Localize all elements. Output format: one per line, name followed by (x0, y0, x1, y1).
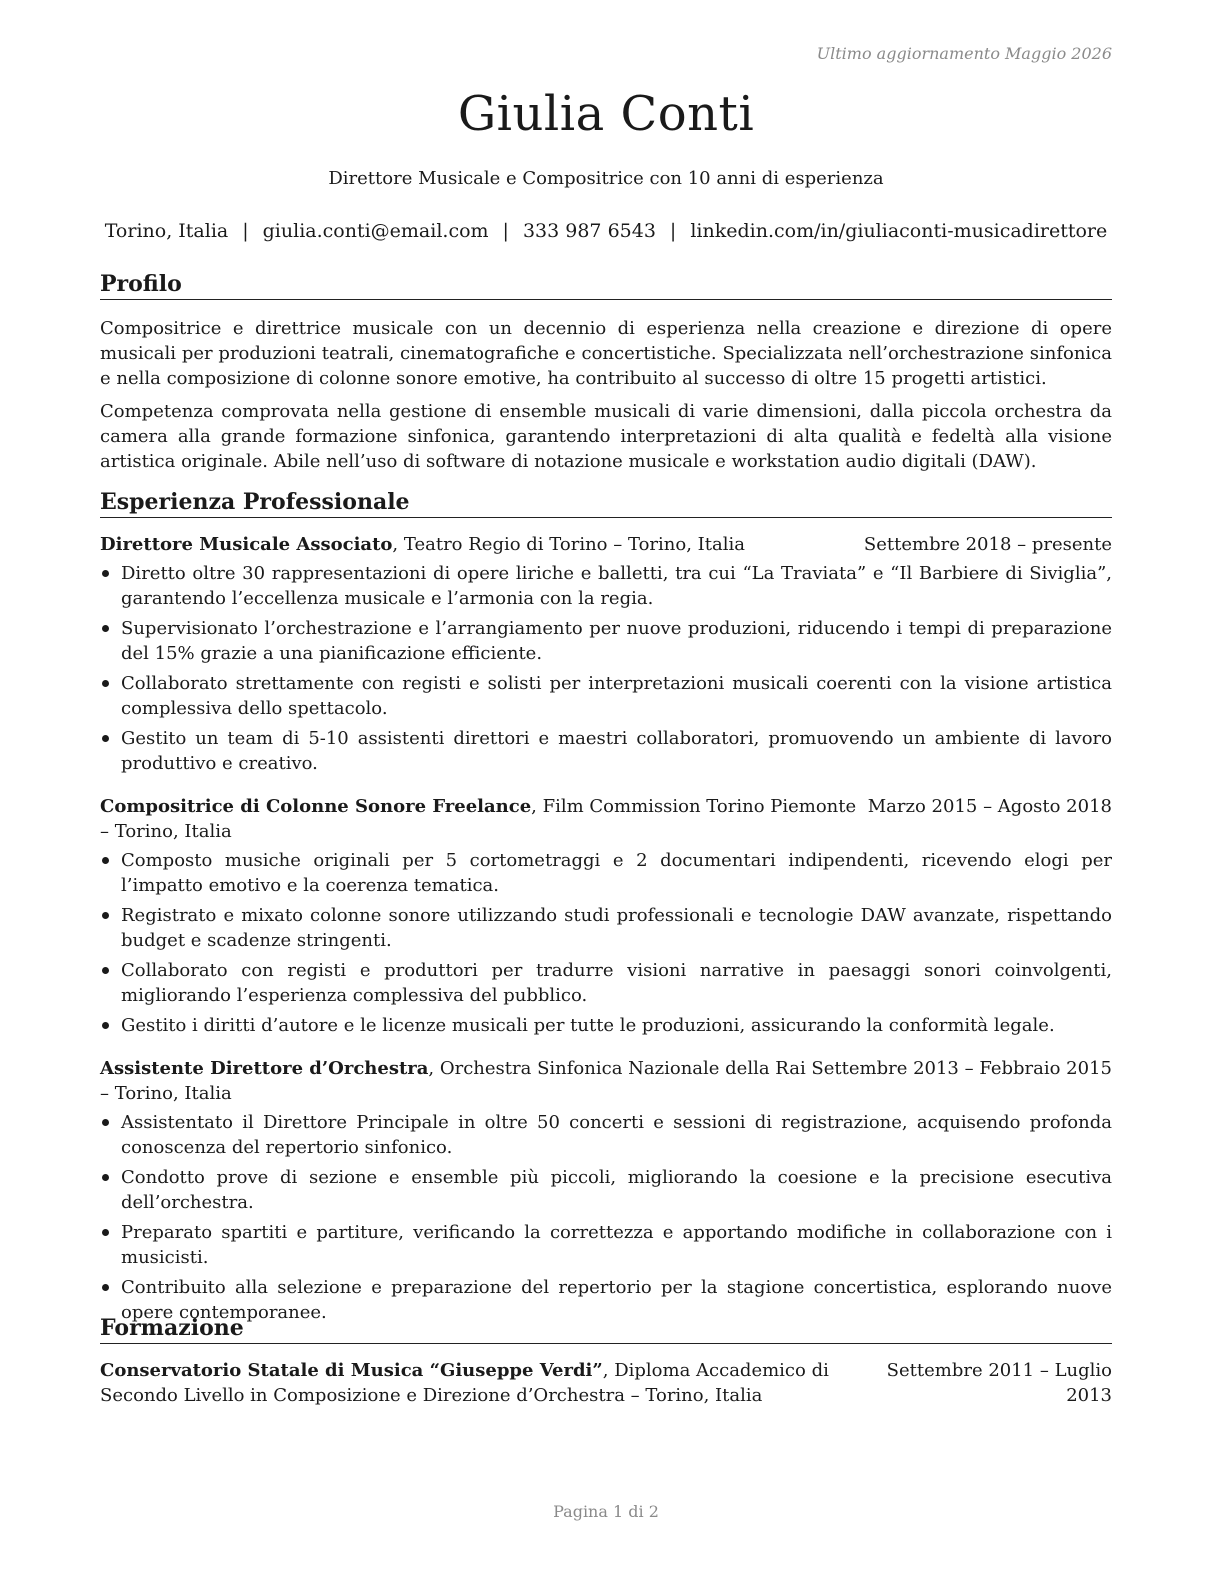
bullet-icon (102, 1284, 109, 1291)
bullet-text: Collaborato con registi e produttori per tradurre visioni narrative in paesaggi sonori coinvolgenti, migliorando l’esperienza complessiva del pubblico. (121, 960, 1112, 1006)
bullet-text: Composto musiche originali per 5 cortometraggi e 2 documentari indipendenti, ricevendo elogi per l’impatto emotivo e la coerenza tematica. (121, 850, 1112, 896)
list-item (100, 726, 1112, 776)
bullet-text: Contribuito alla selezione e preparazione del repertorio per la stagione concertistica, esplorando nuove opere contemporanee. (121, 1277, 1112, 1323)
job-dates: Settembre 2013 – Febbraio 2015 (811, 1058, 1112, 1079)
job-role: Direttore Musicale Associato (100, 534, 393, 555)
job-role: Compositrice di Colonne Sonore Freelance (100, 796, 532, 817)
list-item (100, 958, 1112, 1008)
section-title-experience: Esperienza Professionale (100, 488, 1112, 518)
job-org: , Film Commission Torino Piemonte – Torino, Italia (100, 796, 857, 842)
bullet-text: Gestito un team di 5-10 assistenti direttori e maestri collaboratori, promuovendo un ambiente di lavoro produttivo e creativo. (121, 728, 1112, 774)
list-item (100, 1013, 1112, 1038)
contact-separator: | (242, 220, 249, 242)
page-number: Pagina 1 di 2 (553, 1502, 659, 1521)
education-dates: Settembre 2011 – Luglio 2013 (886, 1360, 1112, 1406)
job-org: , Teatro Regio di Torino – Torino, Italia (392, 534, 745, 555)
contact-linkedin[interactable]: linkedin.com/in/giuliaconti-musicadirettore (690, 220, 1108, 242)
job-bullets (100, 561, 1112, 776)
job-role: Assistente Direttore d’Orchestra (100, 1058, 429, 1079)
job-entry (100, 794, 1112, 1038)
list-item (100, 1110, 1112, 1160)
profile-paragraph: Compositrice e direttrice musicale con un decennio di esperienza nella creazione e direzione di opere musicali per produzioni teatrali, cinematografiche e concertistiche. Specializzata nell’orchestrazione sinfonica e nella composizione di colonne sonore emotive, ha contribuito al successo di oltre 15 progetti artistici. (100, 318, 1112, 389)
bullet-icon (102, 1229, 109, 1236)
list-item (100, 561, 1112, 611)
section-title-profile: Profilo (100, 270, 1112, 300)
education-section (100, 1314, 1112, 1408)
job-bullets (100, 1110, 1112, 1325)
bullet-icon (102, 912, 109, 919)
list-item (100, 671, 1112, 721)
job-dates: Marzo 2015 – Agosto 2018 (867, 796, 1112, 817)
bullet-icon (102, 1119, 109, 1126)
bullet-icon (102, 735, 109, 742)
profile-paragraph: Competenza comprovata nella gestione di ensemble musicali di varie dimensioni, dalla piccola orchestra da camera alla grande formazione sinfonica, garantendo interpretazioni di alta qualità e fedeltà alla visione artistica originale. Abile nell’uso di software di notazione musicale e workstation audio digitali (DAW). (100, 401, 1112, 472)
contact-separator: | (502, 220, 509, 242)
list-item (100, 903, 1112, 953)
list-item (100, 848, 1112, 898)
experience-section (100, 488, 1112, 1330)
bullet-text: Preparato spartiti e partiture, verificando la correttezza e apportando modifiche in collaborazione con i musicisti. (121, 1222, 1112, 1268)
contact-email[interactable]: giulia.conti@email.com (262, 220, 489, 242)
job-header (100, 794, 1112, 844)
list-item (100, 1165, 1112, 1215)
bullet-text: Registrato e mixato colonne sonore utilizzando studi professionali e tecnologie DAW avanzate, rispettando budget e scadenze stringenti. (121, 905, 1112, 951)
education-school: Conservatorio Statale di Musica “Giuseppe Verdi” (100, 1360, 603, 1381)
contact-phone: 333 987 6543 (522, 220, 656, 242)
job-header (100, 532, 1112, 557)
job-entry (100, 1056, 1112, 1325)
education-degree: , Diploma Accademico di Secondo Livello in Composizione e Direzione d’Orchestra – Torino, Italia (100, 1360, 829, 1406)
candidate-name: Giulia Conti (457, 86, 755, 142)
contact-location: Torino, Italia (104, 220, 229, 242)
job-dates: Settembre 2018 – presente (863, 534, 1112, 555)
job-org: , Orchestra Sinfonica Nazionale della Rai – Torino, Italia (100, 1058, 806, 1104)
list-item (100, 616, 1112, 666)
bullet-text: Condotto prove di sezione e ensemble più piccoli, migliorando la coesione e la precisione esecutiva dell’orchestra. (121, 1167, 1112, 1213)
bullet-text: Diretto oltre 30 rappresentazioni di opere liriche e balletti, tra cui “La Traviata” e “Il Barbiere di Siviglia”, garantendo l’eccellenza musicale e l’armonia con la regia. (121, 563, 1112, 609)
contact-separator: | (669, 220, 677, 242)
contact-line (100, 220, 1112, 242)
bullet-icon (102, 680, 109, 687)
job-bullets (100, 848, 1112, 1038)
headline: Direttore Musicale e Compositrice con 10 anni di esperienza (328, 168, 884, 189)
bullet-text: Supervisionato l’orchestrazione e l’arrangiamento per nuove produzioni, riducendo i tempi di preparazione del 15% grazie a una pianificazione efficiente. (121, 618, 1112, 664)
education-entry (100, 1358, 1112, 1408)
bullet-icon (102, 625, 109, 632)
job-header (100, 1056, 1112, 1106)
job-entry (100, 532, 1112, 776)
last-updated: Ultimo aggiornamento Maggio 2026 (816, 44, 1112, 63)
bullet-icon (102, 1022, 109, 1029)
bullet-icon (102, 967, 109, 974)
bullet-text: Collaborato strettamente con registi e solisti per interpretazioni musicali coerenti con la visione artistica complessiva dello spettacolo. (121, 673, 1112, 719)
bullet-text: Assistentato il Direttore Principale in oltre 50 concerti e sessioni di registrazione, acquisendo profonda conoscenza del repertorio sinfonico. (121, 1112, 1112, 1158)
bullet-text: Gestito i diritti d’autore e le licenze musicali per tutte le produzioni, assicurando la conformità legale. (121, 1015, 1055, 1036)
profile-section (100, 270, 1112, 474)
list-item (100, 1220, 1112, 1270)
bullet-icon (102, 857, 109, 864)
section-title-education: Formazione (100, 1314, 1112, 1344)
bullet-icon (102, 570, 109, 577)
bullet-icon (102, 1174, 109, 1181)
